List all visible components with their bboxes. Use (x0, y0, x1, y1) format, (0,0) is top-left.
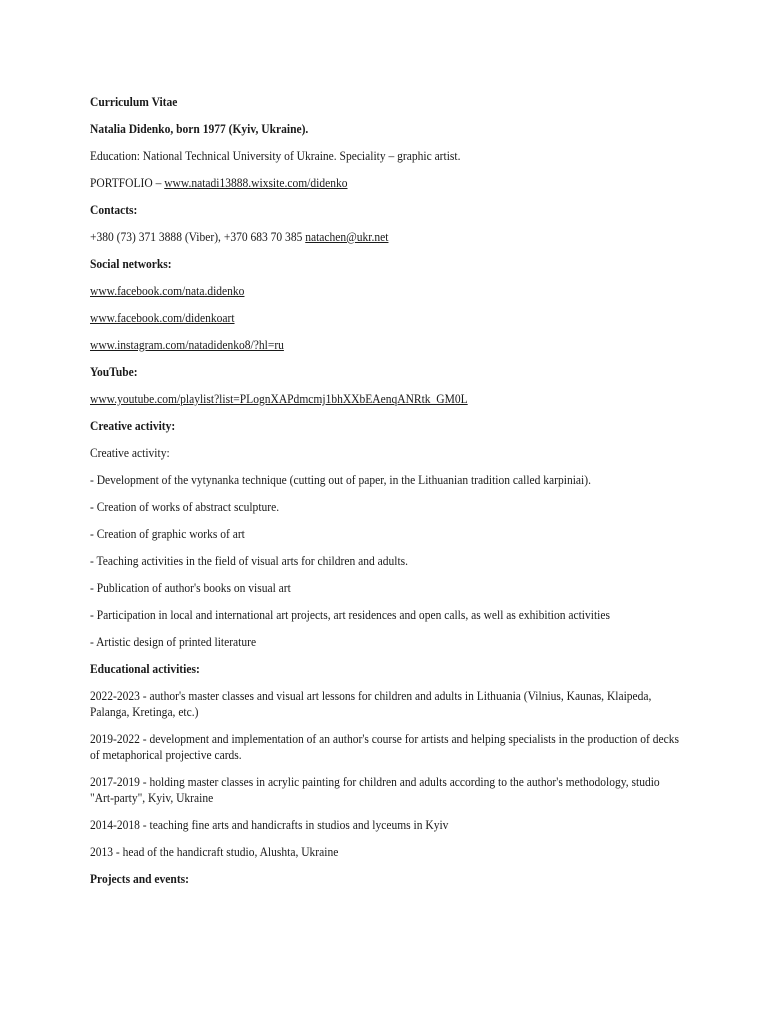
creative-item: - Participation in local and international art projects, art residences and open calls, as well as exhibition activities (90, 608, 610, 622)
creative-subheading: Creative activity: (90, 446, 170, 460)
document-title: Curriculum Vitae (90, 95, 178, 109)
cv-document (90, 94, 698, 887)
creative-item: - Creation of graphic works of art (90, 527, 245, 541)
youtube-line (90, 391, 685, 407)
social-line-2 (90, 310, 685, 326)
educational-item: 2014-2018 - teaching fine arts and handicrafts in studios and lyceums in Kyiv (90, 818, 449, 832)
portfolio-label: PORTFOLIO – (90, 176, 165, 190)
social-line-1 (90, 283, 685, 299)
educational-item: 2013 - head of the handicraft studio, Alushta, Ukraine (90, 845, 339, 859)
creative-item: - Development of the vytynanka technique (cutting out of paper, in the Lithuanian tradition called karpiniai). (90, 473, 591, 487)
creative-heading: Creative activity: (90, 419, 176, 433)
portfolio-link[interactable]: www.natadi13888.wixsite.com/didenko (164, 176, 348, 190)
contacts-heading: Contacts: (90, 203, 138, 217)
contacts-email-link[interactable]: natachen@ukr.net (305, 230, 389, 244)
creative-item: - Publication of author's books on visual art (90, 581, 291, 595)
creative-item: - Creation of works of abstract sculpture. (90, 500, 280, 514)
creative-item: - Artistic design of printed literature (90, 635, 257, 649)
portfolio-line (90, 175, 685, 191)
facebook-link-personal[interactable]: www.facebook.com/nata.didenko (90, 284, 245, 298)
educational-heading: Educational activities: (90, 662, 200, 676)
projects-heading: Projects and events: (90, 872, 190, 886)
contacts-phones: +380 (73) 371 3888 (Viber), +370 683 70 385 (90, 230, 306, 244)
social-line-3 (90, 337, 685, 353)
creative-item: - Teaching activities in the field of visual arts for children and adults. (90, 554, 409, 568)
contacts-line (90, 229, 685, 245)
educational-item: 2017-2019 - holding master classes in acrylic painting for children and adults according to the author's methodology, studio "Art-party", Kyiv, Ukraine (90, 775, 660, 805)
youtube-playlist-link[interactable]: www.youtube.com/playlist?list=PLognXAPdmcmj1bhXXbEAenqANRtk_GM0L (90, 392, 468, 406)
instagram-link[interactable]: www.instagram.com/natadidenko8/?hl=ru (90, 338, 284, 352)
education-line: Education: National Technical University of Ukraine. Speciality – graphic artist. (90, 149, 461, 163)
educational-item: 2022-2023 - author's master classes and visual art lessons for children and adults in Lithuania (Vilnius, Kaunas, Klaipeda, Palanga, Kretinga, etc.) (90, 689, 652, 719)
educational-item: 2019-2022 - development and implementation of an author's course for artists and helping specialists in the production of decks of metaphorical projective cards. (90, 732, 679, 762)
name-line: Natalia Didenko, born 1977 (Kyiv, Ukraine). (90, 122, 309, 136)
youtube-heading: YouTube: (90, 365, 138, 379)
facebook-link-art[interactable]: www.facebook.com/didenkoart (90, 311, 235, 325)
social-heading: Social networks: (90, 257, 172, 271)
